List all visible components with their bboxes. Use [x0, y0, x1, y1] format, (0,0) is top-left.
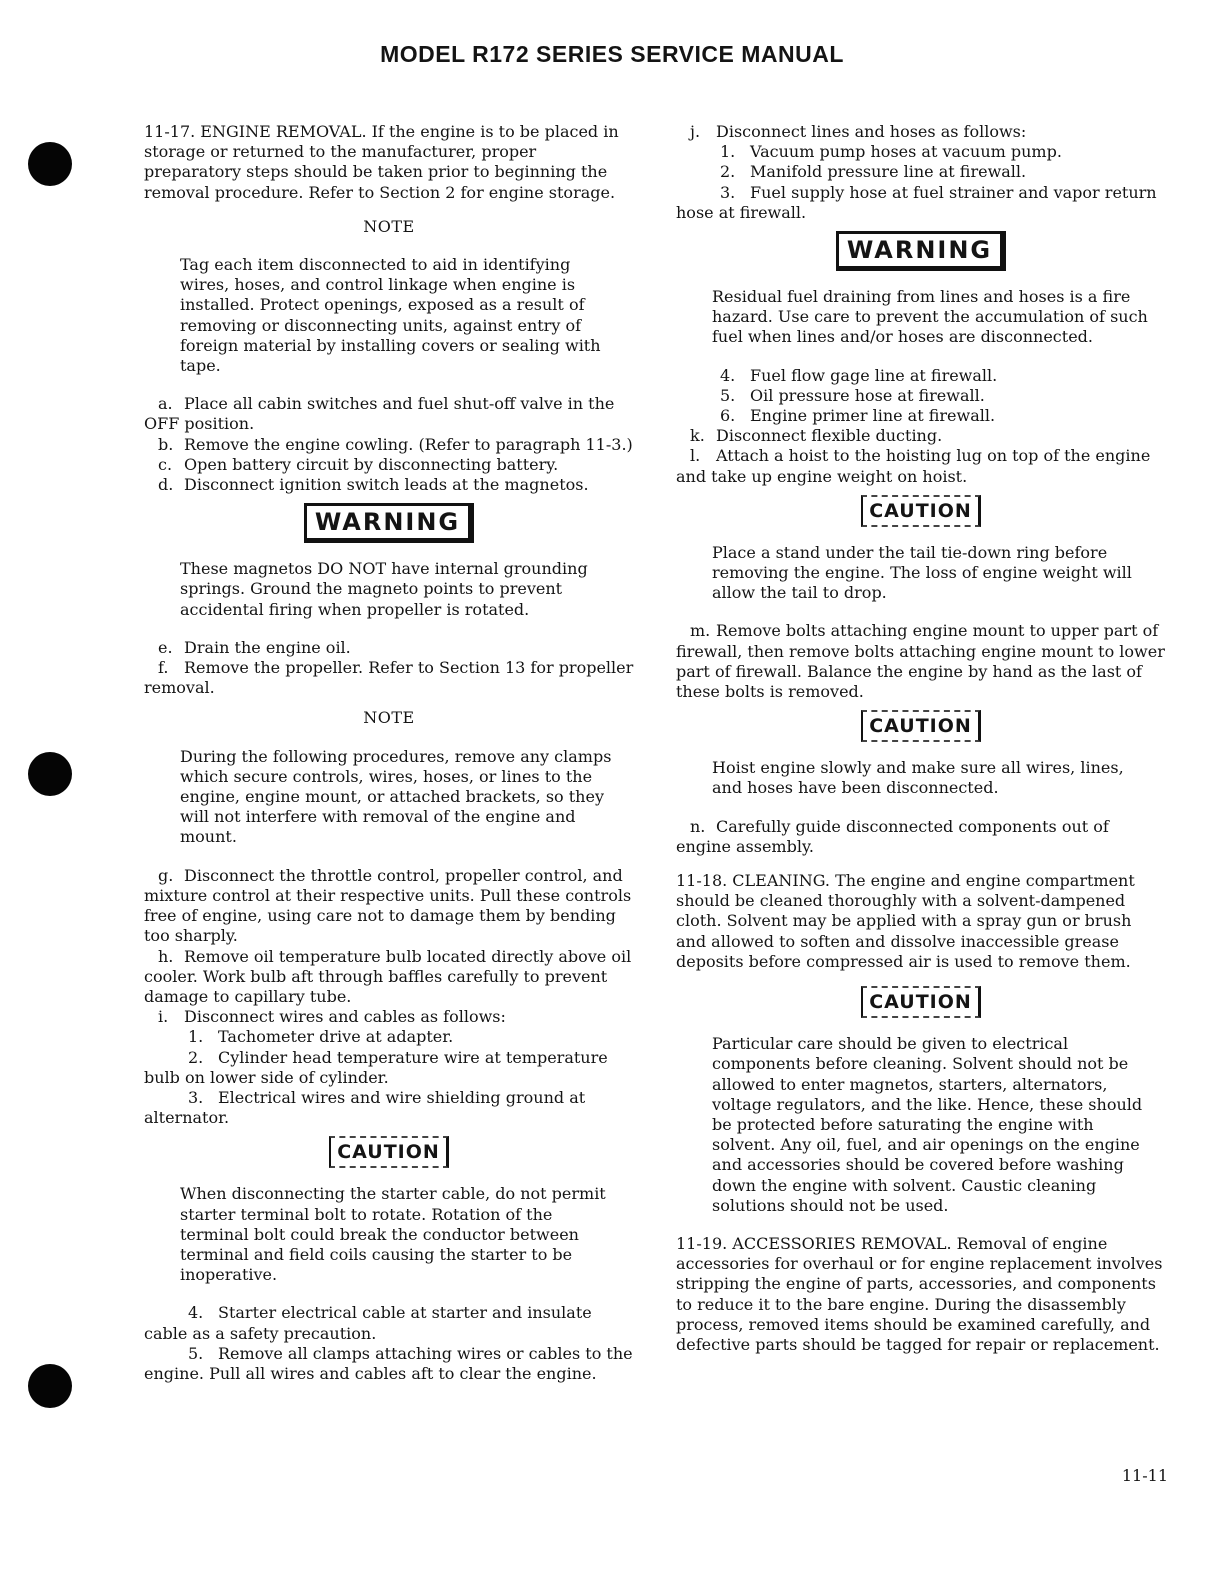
warning-text: Residual fuel draining from lines and hoses is a fire hazard. Use care to prevent the accumulation of such fuel when lines and/or hoses are disconnected.	[712, 287, 1148, 347]
substep-j1: 1. Vacuum pump hoses at vacuum pump.	[720, 142, 1062, 162]
warning-banner: WARNING	[836, 231, 1006, 271]
right-column	[676, 122, 1166, 1369]
substep-i1: 1. Tachometer drive at adapter.	[188, 1027, 454, 1047]
caution-text: Hoist engine slowly and make sure all wires, lines, and hoses have been disconnected.	[712, 758, 1124, 798]
substep-i4: 4. Starter electrical cable at starter and insulate cable as a safety precaution.	[144, 1303, 592, 1343]
caution-banner: CAUTION	[861, 710, 981, 742]
binder-hole-middle	[28, 752, 72, 796]
substep-j3: 3. Fuel supply hose at fuel strainer and vapor return hose at firewall.	[676, 182, 1157, 222]
page-title: MODEL R172 SERIES SERVICE MANUAL	[380, 41, 844, 67]
engine-removal-intro: 11-17. ENGINE REMOVAL. If the engine is to be placed in storage or returned to the manufacturer, proper preparatory steps should be taken prior to beginning the removal procedure. Refer to Section 2 for engine storage.	[144, 122, 619, 202]
substep-j2: 2. Manifold pressure line at firewall.	[720, 162, 1027, 182]
left-column	[144, 122, 634, 1384]
step-h: h. Remove oil temperature bulb located directly above oil cooler. Work bulb aft through baffles carefully to prevent damage to capillary tube.	[144, 946, 632, 1006]
step-c: c. Open battery circuit by disconnecting battery.	[158, 454, 559, 474]
caution-text: Particular care should be given to electrical components before cleaning. Solvent should not be allowed to enter magnetos, starters, alternators, voltage regulators, and the like. Hence, these should be protected before saturating the engine with solvent. Any oil, fuel, and air openings on the engine and accessories should be covered before washing down the engine with solvent. Caustic cleaning solutions should not be used.	[712, 1034, 1143, 1215]
caution-banner: CAUTION	[861, 986, 981, 1018]
step-n: n. Carefully guide disconnected components out of engine assembly.	[676, 816, 1109, 856]
note-text: During the following procedures, remove any clamps which secure controls, wires, hoses, or lines to the engine, engine mount, or attached brackets, so they will not interfere with removal of the engine and mount.	[180, 746, 612, 847]
warning-text: These magnetos DO NOT have internal grounding springs. Ground the magneto points to prevent accidental firing when propeller is rotated.	[180, 559, 588, 619]
caution-text: Place a stand under the tail tie-down ring before removing the engine. The loss of engine weight will allow the tail to drop.	[712, 542, 1132, 603]
substep-i2: 2. Cylinder head temperature wire at temperature bulb on lower side of cylinder.	[144, 1047, 608, 1087]
substep-i3: 3. Electrical wires and wire shielding ground at alternator.	[144, 1087, 586, 1128]
step-m: m. Remove bolts attaching engine mount to upper part of firewall, then remove bolts attaching engine mount to lower part of firewall. Balance the engine by hand as the last of these bolts is removed.	[676, 621, 1165, 702]
step-l: l. Attach a hoist to the hoisting lug on top of the engine and take up engine weight on hoist.	[676, 446, 1151, 486]
page-number: 11-11	[1121, 1466, 1168, 1485]
step-a: a. Place all cabin switches and fuel shut-off valve in the OFF position.	[144, 394, 615, 434]
substep-i5: 5. Remove all clamps attaching wires or cables to the engine. Pull all wires and cables aft to clear the engine.	[144, 1343, 633, 1383]
step-g: g. Disconnect the throttle control, propeller control, and mixture control at their respective units. Pull these controls free of engine, using care not to damage them by bending too sharply.	[144, 865, 632, 946]
caution-text: When disconnecting the starter cable, do not permit starter terminal bolt to rotate. Rotation of the terminal bolt could break the conductor between terminal and field coils causing the starter to be inoperative.	[180, 1184, 606, 1285]
note-title: NOTE	[363, 708, 415, 728]
step-f: f. Remove the propeller. Refer to Section 13 for propeller removal.	[144, 658, 634, 698]
binder-hole-bottom	[28, 1364, 72, 1408]
step-k: k. Disconnect flexible ducting.	[690, 426, 943, 446]
caution-banner: CAUTION	[861, 495, 981, 527]
binder-hole-top	[28, 142, 72, 186]
step-b: b. Remove the engine cowling. (Refer to paragraph 11-3.)	[158, 434, 633, 454]
step-e: e. Drain the engine oil.	[158, 637, 351, 657]
substep-j4: 4. Fuel flow gage line at firewall.	[720, 365, 998, 385]
note-text: Tag each item disconnected to aid in identifying wires, hoses, and control linkage when engine is installed. Protect openings, exposed as a result of removing or disconnecting units, against entry of foreign material by installing covers or sealing with tape.	[180, 255, 601, 376]
step-j: j. Disconnect lines and hoses as follows:	[690, 122, 1027, 141]
warning-banner: WARNING	[304, 503, 474, 543]
note-title: NOTE	[363, 216, 415, 236]
cleaning-paragraph: 11-18. CLEANING. The engine and engine compartment should be cleaned thoroughly with a solvent-dampened cloth. Solvent may be applied with a spray gun or brush and allowed to soften and dissolve inaccessible grease deposits before compressed air is used to remove them.	[676, 871, 1135, 971]
step-i: i. Disconnect wires and cables as follows:	[158, 1007, 506, 1027]
accessories-removal-paragraph: 11-19. ACCESSORIES REMOVAL. Removal of engine accessories for overhaul or for engine replacement involves stripping the engine of parts, accessories, and components to reduce it to the bare engine. During the disassembly process, removed items should be examined carefully, and defective parts should be tagged for repair or replacement.	[676, 1233, 1163, 1354]
substep-j6: 6. Engine primer line at firewall.	[720, 406, 996, 426]
substep-j5: 5. Oil pressure hose at firewall.	[720, 385, 985, 405]
step-d: d. Disconnect ignition switch leads at the magnetos.	[158, 475, 589, 495]
caution-banner: CAUTION	[329, 1136, 449, 1168]
